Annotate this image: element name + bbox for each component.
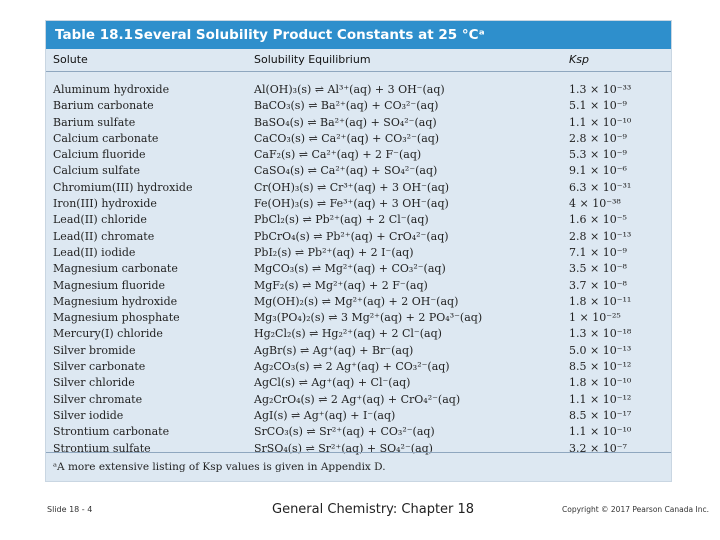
table-row xyxy=(46,392,671,408)
ksp-cell: 1.1 × 10⁻¹² xyxy=(569,392,632,406)
solute-cell: Strontium carbonate xyxy=(53,425,170,439)
equilibrium-cell: Al(OH)₃(s) ⇌ Al³⁺(aq) + 3 OH⁻(aq) xyxy=(254,83,445,96)
solute-cell: Chromium(III) hydroxide xyxy=(53,180,193,194)
header-ksp: Ksp xyxy=(569,53,589,66)
table-row xyxy=(46,245,671,261)
ksp-cell: 8.5 × 10⁻¹⁷ xyxy=(569,408,632,422)
equilibrium-cell: Mg₃(PO₄)₂(s) ⇌ 3 Mg²⁺(aq) + 2 PO₄³⁻(aq) xyxy=(254,311,483,325)
equilibrium-cell: PbCrO₄(s) ⇌ Pb²⁺(aq) + CrO₄²⁻(aq) xyxy=(254,229,449,243)
table-row xyxy=(46,131,671,147)
equilibrium-cell: BaCO₃(s) ⇌ Ba²⁺(aq) + CO₃²⁻(aq) xyxy=(254,99,439,113)
solute-cell: Calcium sulfate xyxy=(53,164,140,178)
table-title: Several Solubility Product Constants at 25 °Cᵃ xyxy=(134,27,485,43)
table-row xyxy=(46,343,671,359)
solute-cell: Lead(II) iodide xyxy=(53,245,136,259)
solute-cell: Silver bromide xyxy=(53,343,136,357)
solute-cell: Silver chloride xyxy=(53,376,135,390)
equilibrium-cell: AgCl(s) ⇌ Ag⁺(aq) + Cl⁻(aq) xyxy=(254,376,411,390)
ksp-cell: 5.1 × 10⁻⁹ xyxy=(569,99,627,113)
table-row xyxy=(46,82,671,98)
table-row xyxy=(46,115,671,131)
ksp-cell: 3.5 × 10⁻⁸ xyxy=(569,262,627,276)
ksp-cell: 1.8 × 10⁻¹⁰ xyxy=(569,376,632,390)
ksp-cell: 2.8 × 10⁻⁹ xyxy=(569,131,627,145)
equilibrium-cell: PbI₂(s) ⇌ Pb²⁺(aq) + 2 I⁻(aq) xyxy=(254,245,414,259)
table-row xyxy=(46,278,671,294)
solute-cell: Silver carbonate xyxy=(53,360,146,374)
table-row xyxy=(46,326,671,342)
course-title: General Chemistry: Chapter 18 xyxy=(272,502,475,517)
table-row xyxy=(46,424,671,440)
solute-cell: Strontium sulfate xyxy=(53,441,151,455)
solute-cell: Magnesium phosphate xyxy=(53,311,180,325)
table-row xyxy=(46,163,671,179)
table-row xyxy=(46,229,671,245)
solute-cell: Barium sulfate xyxy=(53,115,136,129)
table-row xyxy=(46,261,671,277)
table-number: Table 18.1 xyxy=(55,27,134,43)
solute-cell: Calcium fluoride xyxy=(53,148,146,162)
ksp-cell: 7.1 × 10⁻⁹ xyxy=(569,245,627,259)
solute-cell: Iron(III) hydroxide xyxy=(53,197,157,211)
ksp-cell: 3.7 × 10⁻⁸ xyxy=(569,278,627,292)
equilibrium-cell: PbCl₂(s) ⇌ Pb²⁺(aq) + 2 Cl⁻(aq) xyxy=(254,213,429,227)
ksp-cell: 5.0 × 10⁻¹³ xyxy=(569,343,632,357)
slide-number: Slide 18 - 4 xyxy=(47,505,93,514)
table-row xyxy=(46,212,671,228)
header-equilibrium: Solubility Equilibrium xyxy=(254,53,371,66)
table-row xyxy=(46,98,671,114)
equilibrium-cell: Ag₂CrO₄(s) ⇌ 2 Ag⁺(aq) + CrO₄²⁻(aq) xyxy=(254,392,461,406)
solute-cell: Magnesium hydroxide xyxy=(53,294,178,308)
table-row xyxy=(46,375,671,391)
solute-cell: Lead(II) chloride xyxy=(53,213,147,227)
solute-cell: Magnesium fluoride xyxy=(53,278,166,292)
table-row xyxy=(46,408,671,424)
ksp-cell: 1.3 × 10⁻³³ xyxy=(569,83,632,96)
equilibrium-cell: Cr(OH)₃(s) ⇌ Cr³⁺(aq) + 3 OH⁻(aq) xyxy=(254,180,450,194)
ksp-cell: 4 × 10⁻³⁸ xyxy=(569,197,621,211)
solute-cell: Mercury(I) chloride xyxy=(53,327,163,341)
solute-cell: Calcium carbonate xyxy=(53,131,159,145)
equilibrium-cell: CaSO₄(s) ⇌ Ca²⁺(aq) + SO₄²⁻(aq) xyxy=(254,164,438,178)
solute-cell: Lead(II) chromate xyxy=(53,229,155,243)
equilibrium-cell: MgF₂(s) ⇌ Mg²⁺(aq) + 2 F⁻(aq) xyxy=(254,278,428,292)
table-body xyxy=(46,82,671,457)
ksp-cell: 6.3 × 10⁻³¹ xyxy=(569,180,632,194)
footnote-text: ᵃA more extensive listing of Ksp values is given in Appendix D. xyxy=(53,461,386,473)
equilibrium-cell: Mg(OH)₂(s) ⇌ Mg²⁺(aq) + 2 OH⁻(aq) xyxy=(254,294,459,308)
solute-cell: Barium carbonate xyxy=(53,99,154,113)
solute-cell: Aluminum hydroxide xyxy=(53,83,170,96)
solute-cell: Silver chromate xyxy=(53,392,143,406)
equilibrium-cell: CaCO₃(s) ⇌ Ca²⁺(aq) + CO₃²⁻(aq) xyxy=(254,131,440,145)
equilibrium-cell: SrSO₄(s) ⇌ Sr²⁺(aq) + SO₄²⁻(aq) xyxy=(254,441,433,455)
table-row xyxy=(46,294,671,310)
equilibrium-cell: Fe(OH)₃(s) ⇌ Fe³⁺(aq) + 3 OH⁻(aq) xyxy=(254,197,449,211)
ksp-cell: 3.2 × 10⁻⁷ xyxy=(569,441,627,455)
ksp-cell: 5.3 × 10⁻⁹ xyxy=(569,148,627,162)
ksp-cell: 1.6 × 10⁻⁵ xyxy=(569,213,627,227)
header-solute: Solute xyxy=(53,53,88,66)
equilibrium-cell: MgCO₃(s) ⇌ Mg²⁺(aq) + CO₃²⁻(aq) xyxy=(254,262,446,276)
solute-cell: Silver iodide xyxy=(53,408,124,422)
table-footnote xyxy=(46,452,671,481)
solubility-table xyxy=(45,20,672,482)
table-row xyxy=(46,147,671,163)
solute-cell: Magnesium carbonate xyxy=(53,262,178,276)
equilibrium-cell: SrCO₃(s) ⇌ Sr²⁺(aq) + CO₃²⁻(aq) xyxy=(254,425,435,439)
equilibrium-cell: CaF₂(s) ⇌ Ca²⁺(aq) + 2 F⁻(aq) xyxy=(254,148,422,162)
table-header-row xyxy=(46,49,671,72)
ksp-cell: 1.1 × 10⁻¹⁰ xyxy=(569,425,632,439)
equilibrium-cell: Ag₂CO₃(s) ⇌ 2 Ag⁺(aq) + CO₃²⁻(aq) xyxy=(254,360,450,374)
equilibrium-cell: AgI(s) ⇌ Ag⁺(aq) + I⁻(aq) xyxy=(254,408,396,422)
table-row xyxy=(46,196,671,212)
table-row xyxy=(46,310,671,326)
ksp-cell: 1.8 × 10⁻¹¹ xyxy=(569,294,632,308)
equilibrium-cell: BaSO₄(s) ⇌ Ba²⁺(aq) + SO₄²⁻(aq) xyxy=(254,115,437,129)
table-title-bar xyxy=(46,21,671,49)
ksp-cell: 1 × 10⁻²⁵ xyxy=(569,311,621,325)
ksp-cell: 1.1 × 10⁻¹⁰ xyxy=(569,115,632,129)
ksp-cell: 8.5 × 10⁻¹² xyxy=(569,360,632,374)
equilibrium-cell: AgBr(s) ⇌ Ag⁺(aq) + Br⁻(aq) xyxy=(254,343,414,357)
table-row xyxy=(46,180,671,196)
copyright-notice: Copyright © 2017 Pearson Canada Inc. xyxy=(562,505,709,514)
equilibrium-cell: Hg₂Cl₂(s) ⇌ Hg₂²⁺(aq) + 2 Cl⁻(aq) xyxy=(254,327,442,341)
table-row xyxy=(46,359,671,375)
ksp-cell: 2.8 × 10⁻¹³ xyxy=(569,229,632,243)
ksp-cell: 9.1 × 10⁻⁶ xyxy=(569,164,627,178)
ksp-cell: 1.3 × 10⁻¹⁸ xyxy=(569,327,632,341)
